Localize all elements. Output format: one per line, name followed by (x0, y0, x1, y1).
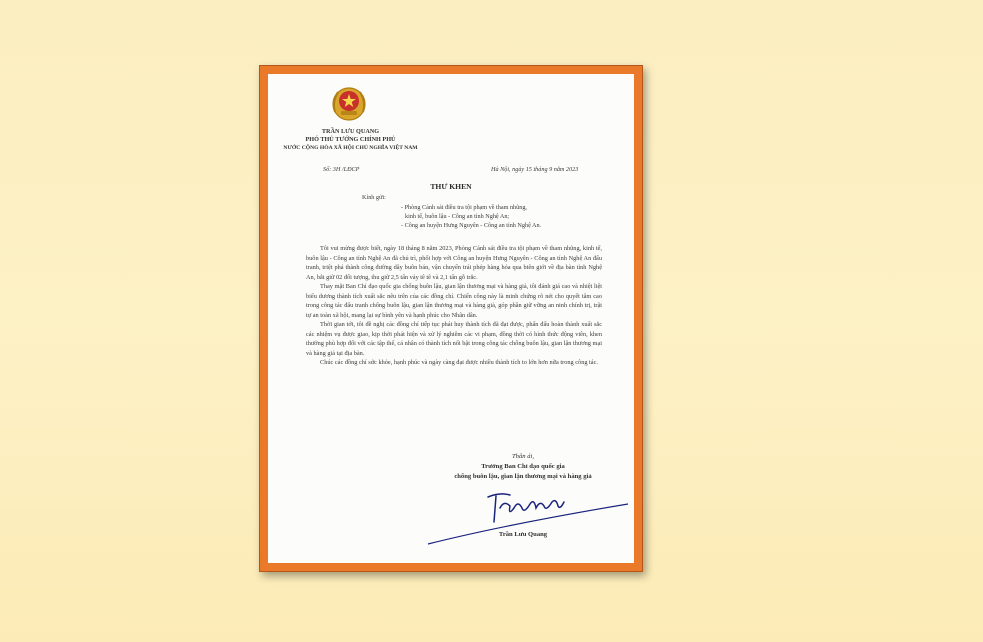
recipient-line: kinh tế, buôn lậu - Công an tỉnh Nghệ An; (405, 213, 510, 220)
document-number: Số: 3H /LĐCP (323, 166, 360, 173)
body-paragraph: Thời gian tới, tôi đề nghị các đồng chí tiếp tục phát huy thành tích đã đạt được, phấn đấu hoàn thành xuất sắc các nhiệm vụ được giao, kịp thời phát hiện và xử lý nghiêm các vi phạm, đồng thời có hình thức động viên, khen thưởng phù hợp đối với các tập thể, cá nhân có thành tích nổi bật trong công tác chống buôn lậu, gian lận thương mại và hàng giả tại địa bàn. (306, 321, 602, 357)
letter-body (306, 244, 602, 368)
signer-name: Trần Lưu Quang (498, 531, 548, 538)
body-paragraph: Chúc các đồng chí sức khỏe, hạnh phúc và ngày càng đạt được nhiều thành tích to lớn hơn nữa trong công tác. (320, 359, 598, 366)
header-country: NƯỚC CỘNG HÒA XÃ HỘI CHỦ NGHĨA VIỆT NAM (283, 145, 418, 151)
recipient-line: - Phòng Cảnh sát điều tra tội phạm về tham nhũng, (401, 204, 527, 211)
salutation: Kính gửi: (362, 194, 386, 201)
letter-title: THƯ KHEN (430, 182, 472, 191)
header-signer-title: PHÓ THỦ TƯỚNG CHÍNH PHỦ (305, 136, 396, 143)
body-paragraph: Tôi vui mừng được biết, ngày 18 tháng 8 năm 2023, Phòng Cảnh sát điều tra tội phạm về tham nhũng, kinh tế, buôn lậu - Công an tỉnh Nghệ An đã chủ trì, phối hợp với Công an huyện Hưng Nguyên - Công an tỉnh Nghệ An đấu tranh, triệt phá thành công đường dây buôn bán, vận chuyển trái phép hàng hóa qua biên giới về địa bàn tỉnh Nghệ An, bắt giữ 02 đối tượng, thu giữ 2,5 tấn vảy tê tê và 2,1 tấn gỗ trắc. (306, 245, 602, 281)
signer-title-line: chống buôn lậu, gian lận thương mại và hàng giả (454, 473, 592, 480)
national-emblem-icon (328, 82, 370, 124)
body-paragraph: Thay mặt Ban Chỉ đạo quốc gia chống buôn lậu, gian lận thương mại và hàng giả, tôi đánh giá cao và nhiệt liệt biểu dương thành tích xuất sắc nêu trên của các đồng chí. Chiến công này là minh chứng rõ nét cho quyết tâm cao trong công tác đấu tranh chống buôn lậu, gian lận thương mại và hàng giả, góp phần giữ vững an ninh chính trị, trật tự an toàn xã hội, mang lại sự bình yên và hạnh phúc cho Nhân dân. (306, 283, 602, 319)
recipient-line: - Công an huyện Hưng Nguyên - Công an tỉnh Nghệ An. (401, 222, 542, 229)
letter-frame (259, 65, 643, 572)
closing: Thân ái, (512, 453, 534, 460)
header-signer-name: TRẦN LƯU QUANG (321, 128, 380, 135)
place-date: Hà Nội, ngày 15 tháng 9 năm 2023 (491, 166, 579, 173)
signer-title-line: Trưởng Ban Chỉ đạo quốc gia (481, 463, 565, 470)
letter-paper (268, 74, 634, 563)
